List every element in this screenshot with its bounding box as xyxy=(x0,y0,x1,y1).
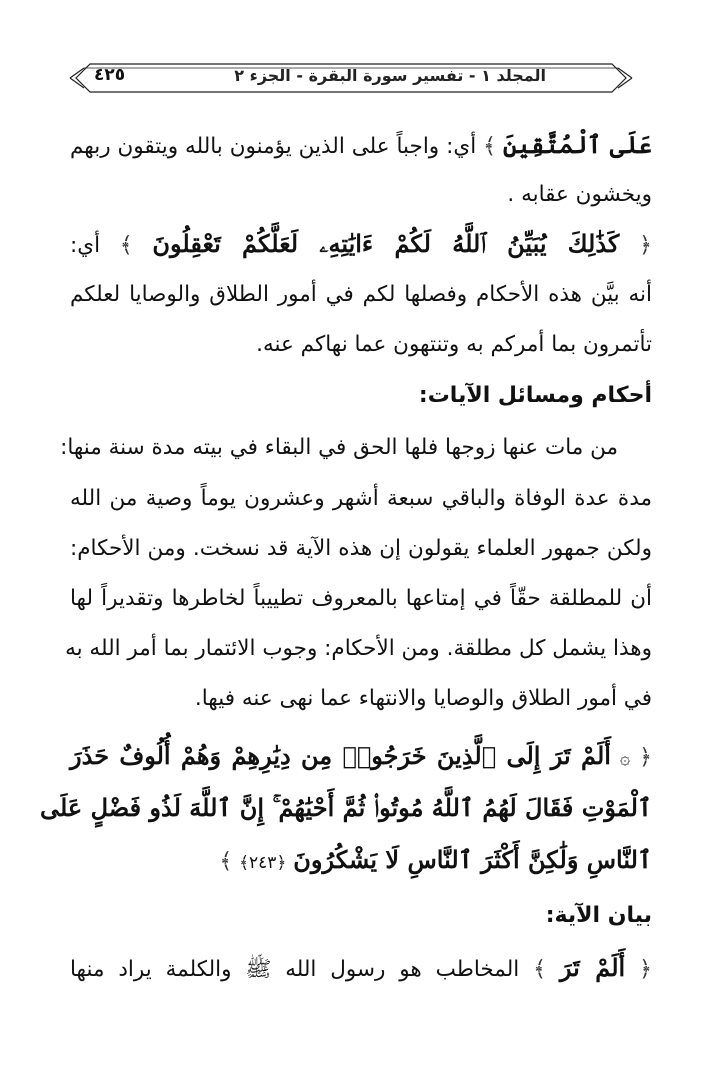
text-line xyxy=(70,327,652,363)
quran-quote: عَلَى ٱلْمُتَّقِينَ xyxy=(502,130,653,159)
text-line xyxy=(70,950,652,988)
commentary-text: ولكن جمهور العلماء يقولون إن هذه الآية قد نسخت. ومن الأحكام: xyxy=(70,536,652,561)
commentary-text: أنه بيَّن هذه الأحكام وفصلها لكم في أمور الطلاق والوصايا لعلكم xyxy=(70,282,652,307)
section-heading xyxy=(70,898,652,934)
text-line xyxy=(70,177,652,213)
text-line xyxy=(65,631,652,667)
verse-line xyxy=(70,842,652,881)
commentary-text: وهذا يشمل كل مطلقة. ومن الأحكام: وجوب الائتمار بما أمر الله به xyxy=(65,636,652,661)
quran-verse-text: ٱلْمَوْتِ فَقَالَ لَهُمُ ٱللَّهُ مُوتُوا۟ ثُمَّ أَحْيَٰهُمْ ۚ إِنَّ ٱللَّهَ لَذُو فَضْلٍ عَلَى xyxy=(39,793,652,822)
text-line xyxy=(70,277,652,313)
page-header xyxy=(68,58,634,98)
commentary-text: أن للمطلقة حقّاً في إمتاعها بالمعروف تطييباً لخاطرها وتقديراً لها xyxy=(70,586,652,611)
commentary-text: من مات عنها زوجها فلها الحق في البقاء في بيته مدة سنة منها: xyxy=(60,435,618,460)
commentary-text: تأتمرون بما أمركم به وتنتهون عما نهاكم عنه. xyxy=(256,332,652,357)
text-line xyxy=(60,430,618,466)
heading-text: أحكام ومسائل الآيات: xyxy=(418,383,652,408)
ornate-bracket-close-icon: ﴾ xyxy=(119,233,133,258)
quran-verse-text: ٱلنَّاسِ وَلَٰكِنَّ أَكْثَرَ ٱلنَّاسِ لَا يَشْكُرُونَ xyxy=(293,845,652,874)
quran-quote: كَذَٰلِكَ يُبَيِّنُ ٱللَّهُ لَكُمْ ءَايَٰتِهِۦ لَعَلَّكُمْ تَعْقِلُونَ xyxy=(152,229,620,258)
section-heading xyxy=(70,378,652,414)
verse-number-marker: ﴿٢٤٣﴾ xyxy=(239,853,287,873)
verse-line xyxy=(39,790,652,828)
ornate-bracket-close-icon: ﴾ xyxy=(483,134,496,159)
verse-line xyxy=(70,738,652,777)
commentary-text: أي: واجباً على الذين يؤمنون بالله ويتقون ربهم xyxy=(70,134,477,159)
text-line xyxy=(70,681,652,717)
ornate-bracket-close-icon: ﴾ xyxy=(219,849,233,874)
commentary-text: أي: xyxy=(70,233,101,258)
ornate-bracket-open-icon: ﴿ xyxy=(639,745,652,770)
commentary-text: المخاطب هو رسول الله ﷺ والكلمة يراد منها xyxy=(70,957,520,982)
text-line xyxy=(70,481,652,517)
running-title: المجلد ١ - تفسير سورة البقرة - الجزء ٢ xyxy=(234,66,546,85)
text-line xyxy=(70,127,652,165)
ornate-bracket-close-icon: ﴾ xyxy=(533,957,547,982)
heading-text: بيان الآية: xyxy=(545,903,652,928)
commentary-text: ويخشون عقابه . xyxy=(507,182,652,207)
rub-el-hizb-icon: ۞ xyxy=(619,748,631,769)
text-line xyxy=(70,531,652,567)
quran-quote: أَلَمْ تَرَ xyxy=(559,953,626,982)
quran-verse-text: أَلَمْ تَرَ إِلَى ٱلَّذِينَ خَرَجُوا۟ مِن دِيَٰرِهِمْ وَهُمْ أُلُوفٌ حَذَرَ xyxy=(70,741,611,770)
commentary-text: مدة عدة الوفاة والباقي سبعة أشهر وعشرون يوماً وصية من الله xyxy=(70,486,652,511)
ornate-bracket-open-icon: ﴿ xyxy=(639,233,652,258)
ornate-bracket-open-icon: ﴿ xyxy=(639,957,652,982)
commentary-text: في أمور الطلاق والوصايا والانتهاء عما نهى عنه فيها. xyxy=(194,686,652,711)
text-line xyxy=(70,581,652,617)
text-line xyxy=(70,226,652,264)
page-number: ٤٢٥ xyxy=(94,65,126,85)
